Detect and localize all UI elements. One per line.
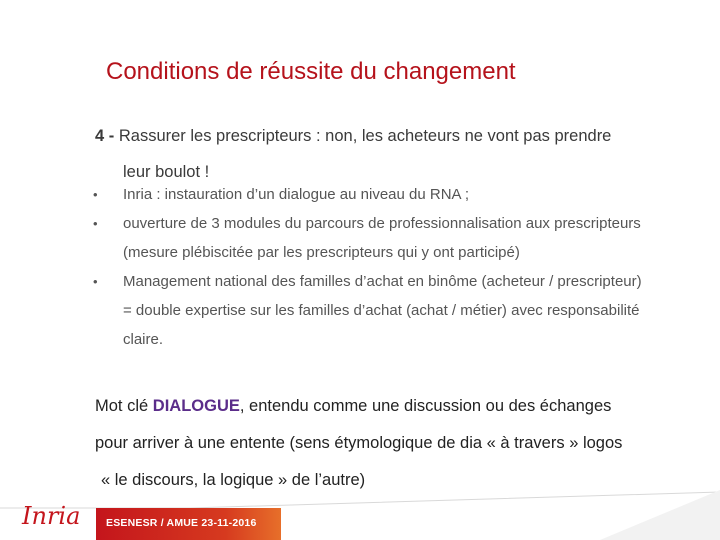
keyword-line-3: « le discours, la logique » de l’autre) [101, 471, 366, 489]
keyword-prefix: Mot clé [95, 397, 153, 415]
keyword-highlight: DIALOGUE [152, 397, 240, 415]
slide-title: Conditions de réussite du changement [106, 58, 516, 85]
list-item [93, 209, 693, 267]
list-item [93, 267, 693, 354]
svg-text:Inria: Inria [22, 502, 81, 530]
bullet-text-continuation: = double expertise sur les familles d’achat (achat / métier) avec responsabilité [123, 302, 640, 319]
inria-logo [18, 494, 98, 534]
bullet-text-continuation: claire. [123, 331, 164, 348]
bullet-text: ouverture de 3 modules du parcours de professionnalisation aux prescripteurs [123, 215, 641, 232]
bullet-list [93, 180, 693, 354]
keyword-line-1-rest: , entendu comme une discussion ou des échanges [239, 397, 612, 415]
bullet-text: Management national des familles d’achat en binôme (acheteur / prescripteur) [123, 273, 642, 290]
footer-label: ESENESR / AMUE 23-11-2016 [106, 517, 257, 529]
list-item [93, 180, 693, 209]
point-number: 4 - [95, 127, 115, 145]
point-line-1: Rassurer les prescripteurs : non, les acheteurs ne vont pas prendre [118, 127, 612, 145]
bullet-icon: • [93, 274, 98, 289]
bullet-icon: • [93, 187, 98, 202]
bullet-text-continuation: (mesure plébiscitée par les prescripteurs qui y ont participé) [123, 244, 520, 261]
point-line-2: leur boulot ! [123, 163, 210, 181]
keyword-line-2: pour arriver à une entente (sens étymologique de dia « à travers » logos [95, 434, 623, 452]
bullet-icon: • [93, 216, 98, 231]
keyword-paragraph [95, 388, 705, 499]
bullet-text: Inria : instauration d’un dialogue au niveau du RNA ; [123, 186, 470, 203]
